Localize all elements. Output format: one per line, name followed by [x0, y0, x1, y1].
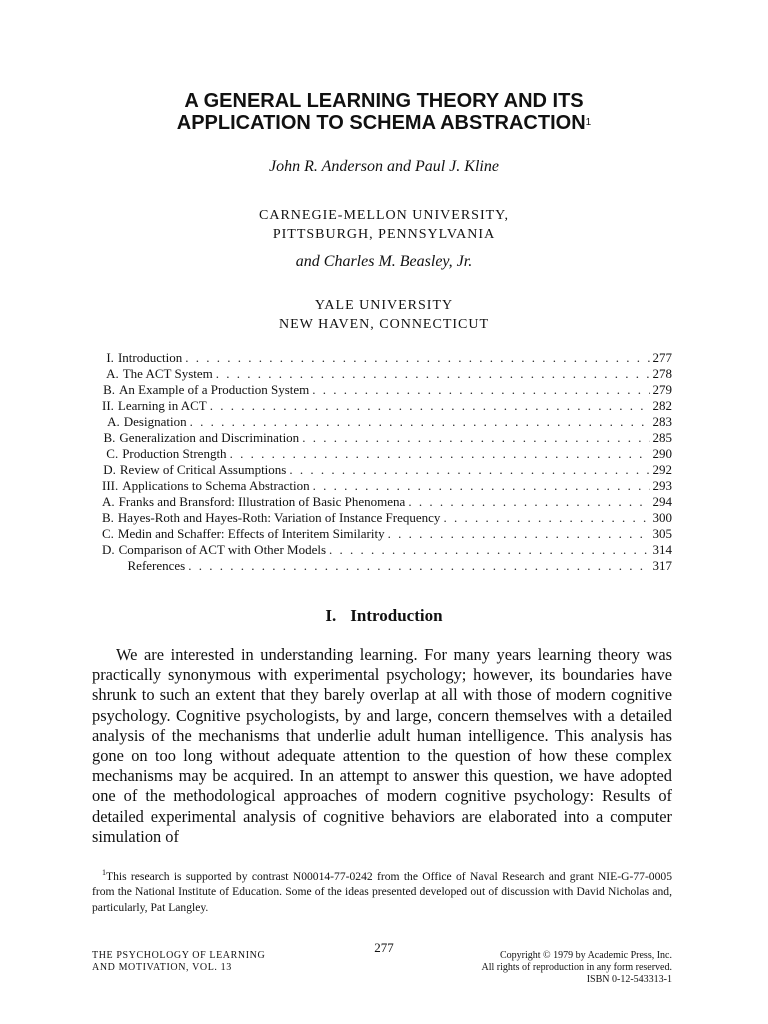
title-footnote-mark: 1: [585, 117, 592, 128]
toc-label: Franks and Bransford: Illustration of Basic Phenomena: [118, 494, 406, 509]
toc-page: 314: [652, 542, 672, 557]
table-of-contents: [102, 350, 672, 574]
toc-leader: [230, 446, 650, 462]
toc-number: C.: [102, 526, 114, 541]
title-line-1: A GENERAL LEARNING THEORY AND ITS: [184, 90, 584, 112]
toc-label: References: [127, 558, 186, 573]
toc-number: I.: [106, 350, 114, 365]
toc-entry: [102, 462, 672, 478]
affiliation-2-line-1: YALE UNIVERSITY: [314, 298, 454, 313]
toc-entry: [102, 430, 672, 446]
toc-entry: [102, 398, 672, 414]
toc-leader: [329, 542, 649, 558]
affiliation-1-line-1: CARNEGIE-MELLON UNIVERSITY,: [259, 208, 509, 223]
toc-page: 278: [652, 366, 672, 381]
toc-number: B.: [103, 430, 116, 445]
copyright-line-2: All rights of reproduction in any form reserved.: [481, 962, 672, 973]
toc-entry: [102, 526, 672, 542]
toc-label: Comparison of ACT with Other Models: [118, 542, 327, 557]
toc-label: Hayes-Roth and Hayes-Roth: Variation of Instance Frequency: [117, 510, 441, 525]
toc-page: 317: [652, 558, 672, 573]
toc-entry: [102, 414, 672, 430]
toc-label: Production Strength: [122, 446, 227, 461]
toc-leader: [443, 510, 649, 526]
toc-leader: [302, 430, 649, 446]
toc-label: Applications to Schema Abstraction: [122, 478, 310, 493]
toc-leader: [408, 494, 649, 510]
affiliation-2-line-2: NEW HAVEN, CONNECTICUT: [278, 317, 490, 332]
toc-number: A.: [107, 414, 120, 429]
toc-entry: [102, 350, 672, 366]
toc-entry: [102, 446, 672, 462]
affiliation-1-line-2: PITTSBURGH, PENNSYLVANIA: [272, 227, 496, 242]
toc-leader: [188, 558, 649, 574]
toc-number: D.: [102, 542, 115, 557]
toc-number: A.: [106, 366, 119, 381]
toc-number: D.: [103, 462, 116, 477]
toc-page: 300: [652, 510, 672, 525]
toc-entry: [102, 366, 672, 382]
toc-label: Designation: [123, 414, 187, 429]
toc-label: Review of Critical Assumptions: [119, 462, 287, 477]
toc-leader: [216, 366, 650, 382]
section-heading: [0, 606, 768, 626]
copyright-info: [481, 950, 672, 986]
toc-entry: [102, 542, 672, 558]
toc-page: 283: [652, 414, 672, 429]
toc-leader: [289, 462, 649, 478]
toc-leader: [312, 382, 649, 398]
affiliation-1: [0, 206, 768, 244]
journal-line-1: THE PSYCHOLOGY OF LEARNING: [92, 950, 266, 961]
toc-label: Medin and Schaffer: Effects of Interitem Similarity: [117, 526, 385, 541]
toc-leader: [388, 526, 650, 542]
toc-entry: [102, 510, 672, 526]
section-title: Introduction: [350, 606, 443, 625]
paper-title: [0, 90, 768, 134]
toc-page: 292: [652, 462, 672, 477]
toc-label: Learning in ACT: [117, 398, 207, 413]
copyright-line-1: Copyright © 1979 by Academic Press, Inc.: [499, 950, 672, 961]
toc-page: 279: [652, 382, 672, 397]
toc-label: Generalization and Discrimination: [119, 430, 300, 445]
toc-page: 282: [652, 398, 672, 413]
toc-entry: [102, 382, 672, 398]
footnote: [92, 865, 672, 916]
footnote-mark: 1: [102, 868, 106, 877]
toc-number: C.: [106, 446, 119, 461]
toc-leader: [185, 350, 649, 366]
toc-leader: [190, 414, 650, 430]
toc-entry: [102, 478, 672, 494]
toc-entry: [102, 558, 672, 574]
toc-leader: [210, 398, 650, 414]
toc-number: B.: [102, 510, 114, 525]
authors: John R. Anderson and Paul J. Kline: [269, 158, 499, 175]
toc-number: III.: [102, 478, 119, 493]
title-line-2-text: APPLICATION TO SCHEMA ABSTRACTION: [176, 112, 586, 134]
toc-page: 290: [652, 446, 672, 461]
toc-leader: [313, 478, 650, 494]
toc-page: 305: [652, 526, 672, 541]
affiliation-2: [0, 296, 768, 334]
footnote-text: This research is supported by contrast N00014-77-0242 from the Office of Naval Research and grant NIE-G-77-0005 from the National Institute of Education. Some of the ideas presented developed out of discussion with David Nicholas and, particularly, Pat Langley.: [92, 869, 672, 915]
toc-page: 285: [652, 430, 672, 445]
body-paragraph: We are interested in understanding learning. For many years learning theory was practically synonymous with experimental psychology; however, its boundaries have shrunk to such an extent that they barely overlap at all with those of modern cognitive psychology. Cognitive psychologists, by and large, concern themselves with a detailed analysis of the mechanisms that underlie adult human intelligence. This analysis has gone on too long without adequate attention to the question of how these complex mechanisms may be acquired. In an attempt to answer this question, we have adopted one of the methodological approaches of modern cognitive psychology: Results of detailed experimental analysis of cognitive behaviors are elaborated into a computer simulation of: [92, 645, 672, 846]
toc-number: A.: [102, 494, 115, 509]
section-number: I.: [325, 606, 337, 625]
toc-entry: [102, 494, 672, 510]
toc-label: Introduction: [117, 350, 183, 365]
toc-label: The ACT System: [122, 366, 213, 381]
toc-page: 277: [652, 350, 672, 365]
toc-label: An Example of a Production System: [119, 382, 310, 397]
title-line-2: [0, 112, 768, 134]
toc-page: 293: [652, 478, 672, 493]
isbn: ISBN 0-12-543313-1: [586, 974, 672, 985]
toc-number: II.: [102, 398, 114, 413]
journal-line-2: AND MOTIVATION, VOL. 13: [92, 962, 232, 973]
coauthor: and Charles M. Beasley, Jr.: [295, 253, 473, 270]
toc-page: 294: [652, 494, 672, 509]
toc-number: B.: [103, 382, 116, 397]
page-number: 277: [374, 940, 394, 955]
